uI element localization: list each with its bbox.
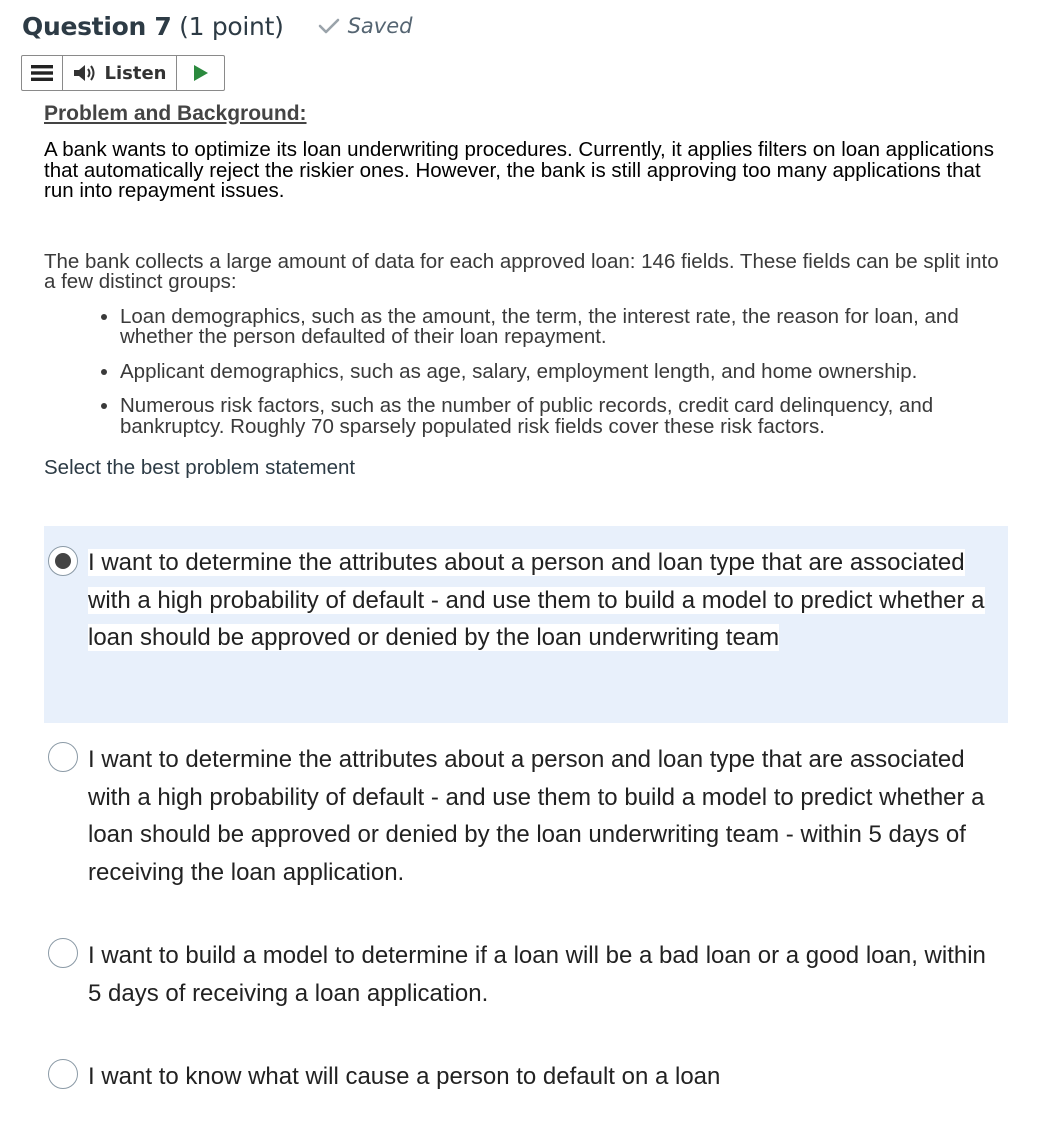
question-header bbox=[22, 12, 412, 46]
problem-heading: Problem and Background: bbox=[44, 102, 307, 125]
play-button[interactable] bbox=[177, 56, 224, 90]
list-item: • Applicant demographics, such as age, salary, employment length, and home ownership. bbox=[120, 362, 1014, 383]
question-title bbox=[22, 12, 284, 41]
problem-intro: A bank wants to optimize its loan underwriting procedures. Currently, it applies filters on loan applications that automatically reject the riskier ones. However, the bank is still approving too many applications that run into repayment issues. bbox=[44, 138, 994, 202]
saved-status bbox=[318, 14, 413, 38]
list-item: • Numerous risk factors, such as the number of public records, credit card delinquency, and bankruptcy. Roughly 70 sparsely populated risk fields cover these risk factors. bbox=[120, 396, 1014, 437]
radio-button[interactable] bbox=[48, 1059, 78, 1089]
radio-button[interactable] bbox=[48, 938, 78, 968]
data-description: The bank collects a large amount of data for each approved loan: 146 fields. These fields can be split into a few distinct groups: bbox=[44, 249, 999, 293]
answer-option-2[interactable] bbox=[44, 723, 1008, 919]
listen-toolbar bbox=[21, 55, 225, 91]
hamburger-icon bbox=[31, 64, 53, 82]
answer-option-text: I want to build a model to determine if a loan will be a bad loan or a good loan, within 5 days of receiving a loan application. bbox=[88, 942, 986, 1007]
answer-option-1[interactable] bbox=[44, 526, 1008, 723]
answer-option-3[interactable] bbox=[44, 919, 1008, 1040]
answer-option-4[interactable] bbox=[44, 1040, 1008, 1120]
play-icon bbox=[193, 64, 209, 82]
saved-label: Saved bbox=[347, 14, 413, 38]
listen-label: Listen bbox=[104, 62, 167, 84]
answer-option-text: I want to determine the attributes about a person and loan type that are associated with a high probability of default - and use them to build a model to predict whether a loan should be approved or denied by the loan underwriting team bbox=[88, 549, 985, 651]
radio-button[interactable] bbox=[48, 546, 78, 576]
answer-option-text: I want to know what will cause a person to default on a loan bbox=[88, 1063, 721, 1090]
select-prompt: Select the best problem statement bbox=[44, 456, 356, 479]
check-icon bbox=[318, 17, 340, 35]
question-number: Question 7 bbox=[22, 12, 172, 41]
listen-button[interactable] bbox=[63, 56, 177, 90]
list-item: • Loan demographics, such as the amount, the term, the interest rate, the reason for loan, and whether the person defaulted of their loan repayment. bbox=[120, 307, 1014, 348]
speaker-icon bbox=[73, 63, 97, 83]
question-body bbox=[44, 100, 1014, 479]
answer-options bbox=[44, 526, 1008, 1120]
data-groups-list bbox=[44, 304, 1014, 438]
radio-button[interactable] bbox=[48, 742, 78, 772]
question-points: (1 point) bbox=[179, 12, 284, 41]
radio-selected-dot bbox=[55, 553, 71, 569]
answer-option-text: I want to determine the attributes about a person and loan type that are associated with a high probability of default - and use them to build a model to predict whether a loan should be approved or denied by the loan underwriting team - within 5 days of receiving the loan application. bbox=[88, 746, 985, 886]
listen-menu-button[interactable] bbox=[22, 56, 63, 90]
